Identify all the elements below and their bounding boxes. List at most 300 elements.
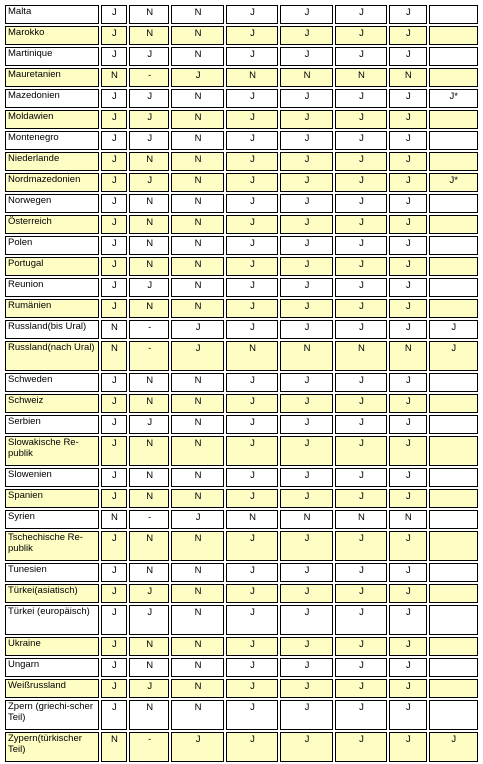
value-cell: J [335, 152, 387, 171]
value-cell [429, 299, 479, 318]
country-name-cell: Ukraine [5, 637, 99, 656]
value-cell: J [429, 320, 479, 339]
value-cell: J [389, 605, 426, 635]
value-cell: J [280, 394, 332, 413]
table-row [5, 173, 478, 192]
value-cell: N [171, 584, 223, 603]
country-name-cell: Russland(bis Ural) [5, 320, 99, 339]
table-row [5, 563, 478, 582]
value-cell: J [335, 732, 387, 762]
value-cell: J [226, 299, 278, 318]
value-cell: J [280, 732, 332, 762]
value-cell: N [171, 563, 223, 582]
value-cell: J [280, 679, 332, 698]
table-row [5, 5, 478, 24]
value-cell: J [335, 531, 387, 561]
value-cell: J [389, 373, 426, 392]
country-name-cell: Nordmazedonien [5, 173, 99, 192]
value-cell: J [280, 194, 332, 213]
value-cell: J [101, 394, 127, 413]
value-cell: J [226, 110, 278, 129]
value-cell: N [171, 26, 223, 45]
table-row [5, 26, 478, 45]
table-row [5, 605, 478, 635]
country-name-cell: Schweiz [5, 394, 99, 413]
country-name-cell: Montenegro [5, 131, 99, 150]
value-cell [429, 679, 479, 698]
value-cell: N [129, 637, 169, 656]
value-cell: J [335, 89, 387, 108]
country-name-cell: Martinique [5, 47, 99, 66]
value-cell: J [226, 584, 278, 603]
value-cell [429, 215, 479, 234]
value-cell: J [389, 489, 426, 508]
country-name-cell: Schweden [5, 373, 99, 392]
value-cell: J [389, 152, 426, 171]
value-cell: J [101, 131, 127, 150]
value-cell: J [280, 658, 332, 677]
country-name-cell: Tunesien [5, 563, 99, 582]
value-cell: J [389, 131, 426, 150]
value-cell: J [389, 563, 426, 582]
value-cell: J [280, 468, 332, 487]
value-cell: J [101, 89, 127, 108]
value-cell: - [129, 320, 169, 339]
value-cell: N [129, 194, 169, 213]
value-cell: J [171, 341, 223, 371]
country-name-cell: Mauretanien [5, 68, 99, 87]
value-cell: J* [429, 89, 479, 108]
value-cell: J [101, 468, 127, 487]
value-cell: - [129, 341, 169, 371]
value-cell [429, 700, 479, 730]
country-name-cell: Türkei (europäisch) [5, 605, 99, 635]
value-cell: N [335, 510, 387, 529]
value-cell: J [389, 584, 426, 603]
value-cell: N [129, 700, 169, 730]
value-cell: N [171, 700, 223, 730]
value-cell: J [101, 236, 127, 255]
value-cell: J [171, 68, 223, 87]
value-cell: J [389, 679, 426, 698]
value-cell: J [335, 194, 387, 213]
value-cell: J [280, 47, 332, 66]
value-cell: J [280, 489, 332, 508]
value-cell: J [226, 236, 278, 255]
country-name-cell: Türkei(asiatisch) [5, 584, 99, 603]
value-cell: J [335, 415, 387, 434]
value-cell: J [335, 373, 387, 392]
country-table [3, 3, 480, 764]
value-cell: J [101, 679, 127, 698]
value-cell: N [171, 257, 223, 276]
value-cell: J [389, 194, 426, 213]
value-cell: J [335, 658, 387, 677]
table-row [5, 341, 478, 371]
value-cell: J [335, 320, 387, 339]
value-cell: J [280, 563, 332, 582]
value-cell: J [389, 637, 426, 656]
value-cell: J [389, 5, 426, 24]
value-cell: N [101, 68, 127, 87]
value-cell: J [101, 110, 127, 129]
value-cell: N [280, 510, 332, 529]
value-cell: J [280, 436, 332, 466]
table-row [5, 278, 478, 297]
value-cell: J [429, 732, 479, 762]
value-cell: N [389, 510, 426, 529]
value-cell [429, 68, 479, 87]
value-cell: J [129, 605, 169, 635]
value-cell: J [389, 658, 426, 677]
value-cell: J [335, 278, 387, 297]
value-cell: J [335, 257, 387, 276]
value-cell: N [129, 468, 169, 487]
value-cell: J [335, 215, 387, 234]
value-cell: N [171, 373, 223, 392]
value-cell: J [389, 110, 426, 129]
value-cell [429, 394, 479, 413]
value-cell: J [226, 605, 278, 635]
value-cell: J [280, 373, 332, 392]
value-cell: J [389, 531, 426, 561]
value-cell: J [101, 278, 127, 297]
value-cell: J [226, 637, 278, 656]
table-row [5, 700, 478, 730]
value-cell: J [280, 5, 332, 24]
value-cell: N [129, 436, 169, 466]
value-cell: J [101, 47, 127, 66]
value-cell: J [389, 468, 426, 487]
country-name-cell: Slowakische Re-publik [5, 436, 99, 466]
value-cell: J [335, 47, 387, 66]
value-cell [429, 236, 479, 255]
value-cell: N [171, 531, 223, 561]
value-cell: J [280, 605, 332, 635]
value-cell: J [335, 236, 387, 255]
value-cell: J [335, 299, 387, 318]
value-cell [429, 131, 479, 150]
value-cell: J [226, 436, 278, 466]
table-row [5, 510, 478, 529]
value-cell: J [226, 194, 278, 213]
value-cell: J [226, 468, 278, 487]
value-cell: J [129, 110, 169, 129]
table-row [5, 320, 478, 339]
value-cell: N [280, 341, 332, 371]
value-cell: N [101, 341, 127, 371]
value-cell [429, 47, 479, 66]
value-cell: J [389, 215, 426, 234]
value-cell: N [389, 341, 426, 371]
country-name-cell: Polen [5, 236, 99, 255]
value-cell: J [335, 26, 387, 45]
value-cell: J [280, 257, 332, 276]
table-row [5, 436, 478, 466]
value-cell [429, 531, 479, 561]
value-cell: J [101, 5, 127, 24]
value-cell: J [389, 257, 426, 276]
value-cell: J [280, 320, 332, 339]
value-cell: J [226, 563, 278, 582]
value-cell: J [335, 563, 387, 582]
value-cell [429, 110, 479, 129]
value-cell [429, 658, 479, 677]
table-row [5, 110, 478, 129]
value-cell [429, 5, 479, 24]
value-cell [429, 194, 479, 213]
value-cell: J [389, 26, 426, 45]
value-cell [429, 584, 479, 603]
value-cell: J [171, 732, 223, 762]
value-cell: N [129, 299, 169, 318]
value-cell: N [171, 152, 223, 171]
value-cell: J [101, 436, 127, 466]
value-cell: J [335, 700, 387, 730]
country-name-cell: Ungarn [5, 658, 99, 677]
value-cell: J* [429, 173, 479, 192]
country-name-cell: Russland(nach Ural) [5, 341, 99, 371]
value-cell: J [335, 605, 387, 635]
value-cell: - [129, 68, 169, 87]
value-cell: J [389, 436, 426, 466]
value-cell: N [335, 341, 387, 371]
value-cell [429, 489, 479, 508]
value-cell: J [171, 510, 223, 529]
value-cell: N [129, 26, 169, 45]
country-name-cell: Norwegen [5, 194, 99, 213]
value-cell: J [101, 194, 127, 213]
value-cell: J [226, 89, 278, 108]
table-row [5, 394, 478, 413]
value-cell: J [389, 278, 426, 297]
value-cell: N [226, 68, 278, 87]
value-cell: N [129, 373, 169, 392]
country-name-cell: Zypern(türkischer Teil) [5, 732, 99, 762]
value-cell: J [101, 257, 127, 276]
country-name-cell: Slowenien [5, 468, 99, 487]
table-row [5, 732, 478, 762]
value-cell: - [129, 510, 169, 529]
country-name-cell: Tschechische Re-publik [5, 531, 99, 561]
table-body [5, 5, 478, 762]
value-cell: J [101, 299, 127, 318]
table-row [5, 215, 478, 234]
value-cell: J [389, 700, 426, 730]
value-cell: J [389, 415, 426, 434]
table-row [5, 47, 478, 66]
value-cell: J [280, 26, 332, 45]
value-cell: J [129, 173, 169, 192]
value-cell: J [226, 373, 278, 392]
value-cell [429, 257, 479, 276]
value-cell: J [101, 658, 127, 677]
value-cell: J [280, 110, 332, 129]
value-cell [429, 637, 479, 656]
value-cell: N [171, 173, 223, 192]
page [3, 3, 480, 764]
value-cell: J [129, 679, 169, 698]
value-cell: N [171, 679, 223, 698]
value-cell: N [171, 605, 223, 635]
value-cell: N [171, 415, 223, 434]
value-cell: J [226, 732, 278, 762]
value-cell: J [101, 26, 127, 45]
value-cell: N [226, 341, 278, 371]
country-name-cell: Reunion [5, 278, 99, 297]
table-row [5, 257, 478, 276]
value-cell: J [280, 89, 332, 108]
value-cell: J [101, 373, 127, 392]
table-row [5, 131, 478, 150]
value-cell: J [335, 436, 387, 466]
table-row [5, 89, 478, 108]
value-cell: J [280, 584, 332, 603]
value-cell: J [171, 320, 223, 339]
value-cell [429, 468, 479, 487]
country-name-cell: Marokko [5, 26, 99, 45]
value-cell: - [129, 732, 169, 762]
value-cell: N [171, 89, 223, 108]
value-cell: J [226, 700, 278, 730]
value-cell: N [226, 510, 278, 529]
table-row [5, 637, 478, 656]
value-cell: J [280, 215, 332, 234]
value-cell: J [101, 531, 127, 561]
value-cell: N [129, 236, 169, 255]
value-cell: J [101, 700, 127, 730]
value-cell: N [280, 68, 332, 87]
value-cell: N [171, 47, 223, 66]
value-cell [429, 278, 479, 297]
value-cell: N [129, 563, 169, 582]
value-cell: N [171, 110, 223, 129]
value-cell [429, 26, 479, 45]
table-row [5, 468, 478, 487]
table-row [5, 152, 478, 171]
value-cell: N [171, 194, 223, 213]
table-row [5, 584, 478, 603]
value-cell: N [171, 278, 223, 297]
value-cell: J [389, 732, 426, 762]
table-row [5, 373, 478, 392]
table-row [5, 299, 478, 318]
country-name-cell: Syrien [5, 510, 99, 529]
table-row [5, 68, 478, 87]
value-cell: J [280, 299, 332, 318]
value-cell: N [171, 436, 223, 466]
value-cell: J [389, 299, 426, 318]
value-cell: J [226, 215, 278, 234]
value-cell: J [280, 152, 332, 171]
value-cell: J [335, 468, 387, 487]
value-cell: J [101, 584, 127, 603]
value-cell: J [389, 47, 426, 66]
value-cell: J [101, 563, 127, 582]
value-cell [429, 436, 479, 466]
value-cell: J [389, 89, 426, 108]
value-cell: N [171, 131, 223, 150]
value-cell: J [280, 173, 332, 192]
value-cell [429, 605, 479, 635]
value-cell: N [129, 215, 169, 234]
value-cell: J [335, 679, 387, 698]
value-cell: N [171, 236, 223, 255]
value-cell: J [335, 394, 387, 413]
value-cell: N [129, 489, 169, 508]
value-cell: N [171, 299, 223, 318]
value-cell: J [226, 257, 278, 276]
value-cell: J [280, 236, 332, 255]
value-cell: J [335, 489, 387, 508]
value-cell: J [101, 173, 127, 192]
value-cell: J [335, 5, 387, 24]
value-cell: J [226, 131, 278, 150]
value-cell: J [226, 320, 278, 339]
value-cell: J [335, 637, 387, 656]
value-cell: J [226, 278, 278, 297]
value-cell: J [226, 47, 278, 66]
value-cell: N [129, 152, 169, 171]
value-cell: J [335, 173, 387, 192]
value-cell: N [335, 68, 387, 87]
value-cell: J [101, 415, 127, 434]
country-name-cell: Spanien [5, 489, 99, 508]
value-cell: J [226, 26, 278, 45]
value-cell: J [101, 152, 127, 171]
value-cell: J [226, 173, 278, 192]
value-cell: N [101, 732, 127, 762]
value-cell: J [226, 415, 278, 434]
value-cell: N [389, 68, 426, 87]
value-cell [429, 510, 479, 529]
value-cell: J [226, 489, 278, 508]
value-cell: J [389, 320, 426, 339]
value-cell [429, 373, 479, 392]
value-cell: J [101, 489, 127, 508]
value-cell: J [280, 278, 332, 297]
country-name-cell: Zpern (griechi-scher Teil) [5, 700, 99, 730]
value-cell: J [389, 394, 426, 413]
value-cell: N [171, 5, 223, 24]
value-cell [429, 152, 479, 171]
value-cell: J [226, 394, 278, 413]
value-cell: J [226, 531, 278, 561]
value-cell: N [171, 658, 223, 677]
table-row [5, 679, 478, 698]
country-name-cell: Malta [5, 5, 99, 24]
value-cell: J [389, 173, 426, 192]
table-row [5, 236, 478, 255]
value-cell: J [129, 47, 169, 66]
value-cell: J [226, 679, 278, 698]
table-row [5, 489, 478, 508]
country-name-cell: Weißrussland [5, 679, 99, 698]
value-cell: J [335, 584, 387, 603]
value-cell: N [129, 658, 169, 677]
country-name-cell: Rumänien [5, 299, 99, 318]
value-cell: J [280, 531, 332, 561]
value-cell: J [129, 89, 169, 108]
country-name-cell: Portugal [5, 257, 99, 276]
table-row [5, 194, 478, 213]
value-cell [429, 415, 479, 434]
country-name-cell: Niederlande [5, 152, 99, 171]
value-cell: J [101, 215, 127, 234]
value-cell: J [129, 584, 169, 603]
table-row [5, 415, 478, 434]
value-cell: J [129, 278, 169, 297]
